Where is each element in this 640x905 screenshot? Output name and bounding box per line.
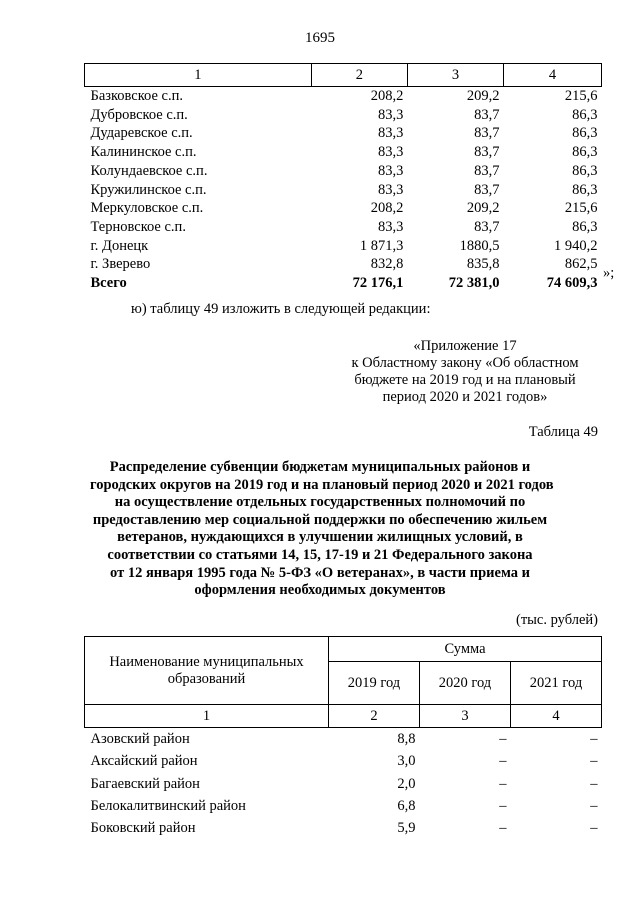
column-number: 3: [419, 705, 510, 728]
column-number: 1: [85, 64, 312, 87]
table-row: [85, 255, 602, 274]
table-label: Таблица 49: [528, 424, 598, 440]
value-2020: 209,2: [466, 200, 500, 217]
value-2021: 86,3: [572, 125, 598, 142]
value-2019: 8,8: [397, 731, 416, 747]
table-row: [85, 728, 602, 751]
value-2020: 83,7: [474, 181, 500, 198]
table-row: [85, 162, 602, 181]
header-year: 2021 год: [510, 662, 601, 705]
title-line: от 12 января 1995 года № 5-ФЗ «О ветеранах», в части приема и: [110, 564, 530, 581]
total-2019: 72 176,1: [352, 275, 404, 292]
settlement-name: Кружилинское с.п.: [90, 181, 207, 198]
title-line: предоставлению мер социальной поддержки по обеспечению жильем: [92, 511, 548, 528]
value-2021: –: [590, 797, 598, 814]
table-row: [85, 181, 602, 200]
settlement-name: Калининское с.п.: [90, 144, 197, 161]
value-2021: 1 940,2: [554, 237, 598, 254]
column-number: 4: [510, 705, 601, 728]
table-row: [85, 237, 602, 256]
settlement-name: Терновское с.п.: [90, 218, 186, 235]
table-title: [90, 459, 554, 600]
title-line: соответствии со статьями 14, 15, 17-19 и 21 Федерального закона: [107, 546, 533, 563]
continuation-table: [84, 63, 602, 293]
value-2019: 83,3: [378, 106, 404, 123]
settlement-name: г. Зверево: [90, 256, 151, 273]
total-label: Всего: [90, 275, 127, 292]
settlement-name: г. Донецк: [90, 237, 149, 254]
value-2021: –: [590, 753, 598, 770]
value-2020: 1880,5: [459, 237, 500, 254]
value-2021: 86,3: [572, 106, 598, 123]
table-row: [85, 87, 602, 106]
value-2020: 209,2: [466, 88, 500, 104]
district-name: Багаевский район: [90, 775, 200, 792]
amendment-instruction: ю) таблицу 49 изложить в следующей редакции:: [131, 301, 431, 317]
value-2021: 862,5: [564, 256, 598, 273]
table-row: [85, 817, 602, 839]
total-row: [85, 274, 602, 293]
total-2021: 74 609,3: [546, 275, 598, 292]
title-line: городских округов на 2019 год и на плановый период 2020 и 2021 годов: [90, 476, 554, 493]
page-number: 1695: [305, 30, 335, 46]
value-2021: –: [590, 775, 598, 792]
header-municipality: Наименование муниципальных образований: [85, 637, 329, 705]
header-sum: Сумма: [328, 637, 601, 662]
value-2020: –: [499, 753, 507, 770]
table-row: [85, 795, 602, 817]
table-row: [85, 750, 602, 772]
column-number: 1: [85, 705, 329, 728]
title-line: Распределение субвенции бюджетам муниципальных районов и: [109, 459, 531, 475]
value-2019: 208,2: [370, 88, 404, 104]
value-2019: 83,3: [378, 218, 404, 235]
value-2021: 215,6: [564, 200, 598, 217]
value-2020: 835,8: [466, 256, 500, 273]
value-2020: 83,7: [474, 106, 500, 123]
value-2019: 208,2: [370, 200, 404, 217]
district-name: Аксайский район: [90, 753, 198, 770]
district-name: Боковский район: [90, 820, 196, 837]
settlement-name: Колундаевское с.п.: [90, 162, 208, 179]
subvention-table: [84, 636, 602, 839]
district-name: Белокалитвинский район: [90, 797, 246, 814]
title-line: оформления необходимых документов: [194, 582, 446, 599]
title-line: ветеранов, нуждающихся в улучшении жилищных условий, в: [117, 529, 523, 546]
appendix-line: «Приложение 17: [413, 338, 517, 354]
district-name: Азовский район: [90, 731, 190, 747]
value-2019: 83,3: [378, 144, 404, 161]
settlement-name: Меркуловское с.п.: [90, 200, 204, 217]
value-2020: 83,7: [474, 144, 500, 161]
table-header-row: [85, 64, 602, 87]
value-2019: 83,3: [378, 162, 404, 179]
column-number: 3: [407, 64, 503, 87]
column-number: 2: [328, 705, 419, 728]
value-2021: 86,3: [572, 144, 598, 161]
table-row: [85, 106, 602, 125]
table-row: [85, 773, 602, 795]
value-2019: 2,0: [397, 775, 416, 792]
value-2019: 832,8: [370, 256, 404, 273]
table-row: [85, 199, 602, 218]
table-row: [85, 124, 602, 143]
units-note: (тыс. рублей): [516, 612, 598, 628]
appendix-line: к Областному закону «Об областном: [351, 355, 579, 371]
value-2021: 86,3: [572, 218, 598, 235]
value-2020: 83,7: [474, 218, 500, 235]
value-2020: 83,7: [474, 162, 500, 179]
appendix-reference: [330, 338, 600, 406]
total-2020: 72 381,0: [448, 275, 500, 292]
header-year: 2020 год: [419, 662, 510, 705]
value-2019: 83,3: [378, 181, 404, 198]
settlement-name: Дударевское с.п.: [90, 125, 193, 142]
settlement-name: Базковское с.п.: [90, 88, 183, 104]
table-header-row: [85, 637, 602, 662]
value-2021: –: [590, 731, 598, 747]
settlement-name: Дубровское с.п.: [90, 106, 188, 123]
value-2020: –: [499, 797, 507, 814]
value-2020: –: [499, 775, 507, 792]
value-2019: 1 871,3: [359, 237, 404, 254]
value-2021: 86,3: [572, 162, 598, 179]
value-2019: 3,0: [397, 753, 416, 770]
appendix-line: период 2020 и 2021 годов»: [382, 389, 548, 405]
title-line: на осуществление отдельных государственных полномочий по: [114, 494, 526, 511]
value-2020: –: [499, 820, 507, 837]
column-numbers-row: [85, 705, 602, 728]
value-2020: –: [499, 731, 507, 747]
value-2019: 5,9: [397, 820, 416, 837]
value-2021: –: [590, 820, 598, 837]
value-2019: 83,3: [378, 125, 404, 142]
value-2021: 215,6: [564, 88, 598, 104]
value-2019: 6,8: [397, 797, 416, 814]
appendix-line: бюджете на 2019 год и на плановый: [354, 372, 576, 388]
value-2020: 83,7: [474, 125, 500, 142]
closing-quote: »;: [603, 265, 615, 281]
table-row: [85, 218, 602, 237]
column-number: 4: [504, 64, 602, 87]
value-2021: 86,3: [572, 181, 598, 198]
column-number: 2: [311, 64, 407, 87]
table-row: [85, 143, 602, 162]
header-year: 2019 год: [328, 662, 419, 705]
